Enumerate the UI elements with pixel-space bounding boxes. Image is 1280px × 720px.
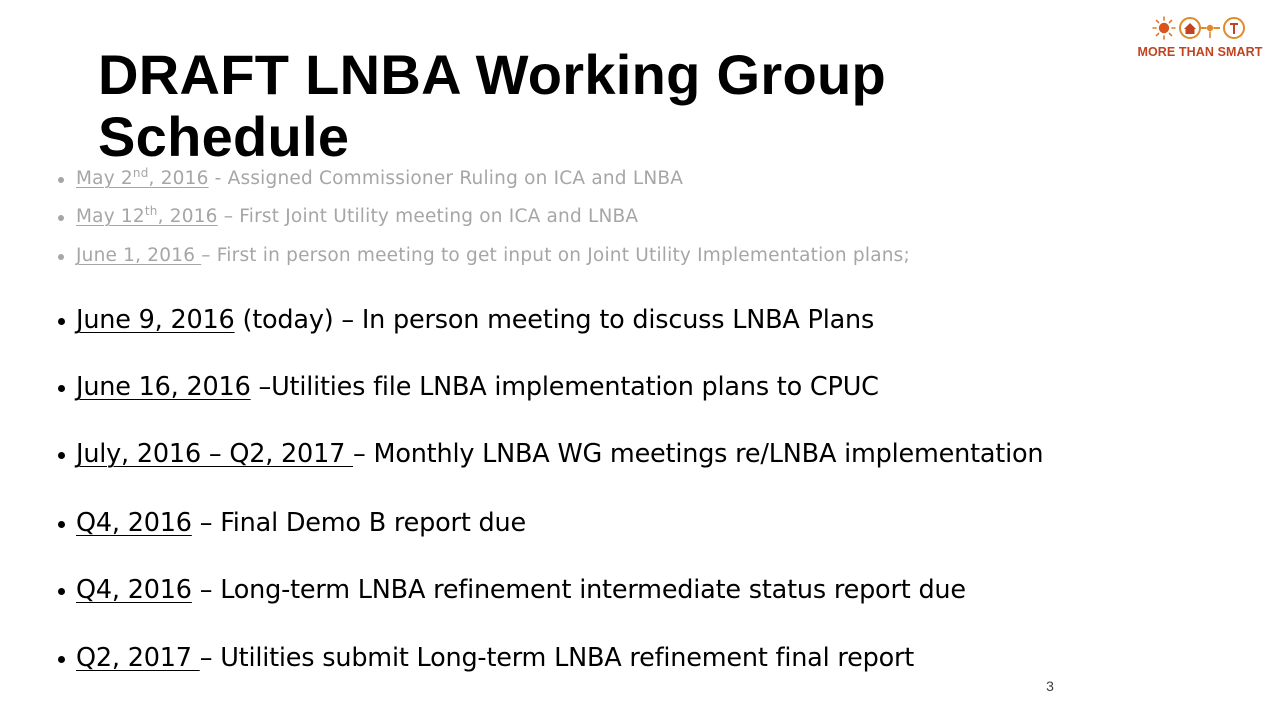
item-date: Q4, 2016: [76, 575, 192, 605]
list-item: [58, 165, 684, 189]
item-date: Q2, 2017: [76, 643, 200, 673]
logo-text: MORE THAN SMART: [1137, 45, 1263, 59]
item-separator: –: [199, 643, 221, 673]
list-item: [58, 643, 914, 673]
slide-title: DRAFT LNBA Working Group Schedule: [98, 43, 887, 168]
bullet-icon: [58, 385, 65, 392]
item-description: Monthly LNBA WG meetings re/LNBA implementation: [373, 439, 1044, 469]
item-description: Utilities submit Long-term LNBA refinement final report: [220, 643, 915, 673]
item-separator: –: [201, 245, 217, 266]
logo-icons: [1152, 14, 1248, 44]
list-item: [58, 245, 910, 266]
plug-icon: [1200, 25, 1220, 38]
item-date: June 16, 2016: [76, 372, 251, 402]
bullet-icon: [58, 318, 65, 325]
item-date: June 9, 2016: [76, 305, 235, 335]
item-description: First Joint Utility meeting on ICA and LNBA: [239, 206, 639, 227]
list-item: [58, 508, 526, 538]
item-date: Q4, 2016: [76, 508, 192, 538]
item-description: Assigned Commissioner Ruling on ICA and LNBA: [227, 168, 684, 189]
item-separator: (today) –: [234, 305, 362, 335]
item-separator: –: [353, 439, 374, 469]
bullet-icon: [58, 254, 64, 260]
item-separator: –: [250, 372, 272, 402]
item-description: First in person meeting to get input on Joint Utility Implementation plans;: [216, 245, 910, 266]
bullet-icon: [58, 215, 64, 221]
item-separator: –: [217, 206, 240, 227]
list-item: [58, 575, 966, 605]
more-than-smart-logo: [1130, 14, 1270, 66]
sun-icon: [1153, 17, 1175, 39]
item-date: May 12th, 2016: [76, 203, 218, 227]
bullet-icon: [58, 452, 65, 459]
item-date: May 2nd, 2016: [76, 165, 209, 189]
item-separator: –: [191, 575, 221, 605]
item-date: June 1, 2016: [76, 245, 202, 266]
item-description: Final Demo B report due: [220, 508, 526, 538]
bullet-icon: [58, 656, 65, 663]
item-date: July, 2016 – Q2, 2017: [76, 439, 354, 469]
item-description: In person meeting to discuss LNBA Plans: [361, 305, 875, 335]
bullet-icon: [58, 177, 64, 183]
house-icon: [1180, 18, 1200, 38]
item-separator: -: [208, 168, 228, 189]
item-description: Utilities file LNBA implementation plans to CPUC: [271, 372, 879, 402]
car-icon: [1224, 18, 1244, 38]
list-item: [58, 305, 874, 335]
list-item: [58, 203, 639, 227]
list-item: [58, 372, 879, 402]
page-number: 3: [1046, 678, 1054, 694]
list-item: [58, 439, 1043, 469]
item-description: Long-term LNBA refinement intermediate status report due: [220, 575, 966, 605]
item-separator: –: [191, 508, 221, 538]
bullet-icon: [58, 521, 65, 528]
bullet-icon: [58, 588, 65, 595]
